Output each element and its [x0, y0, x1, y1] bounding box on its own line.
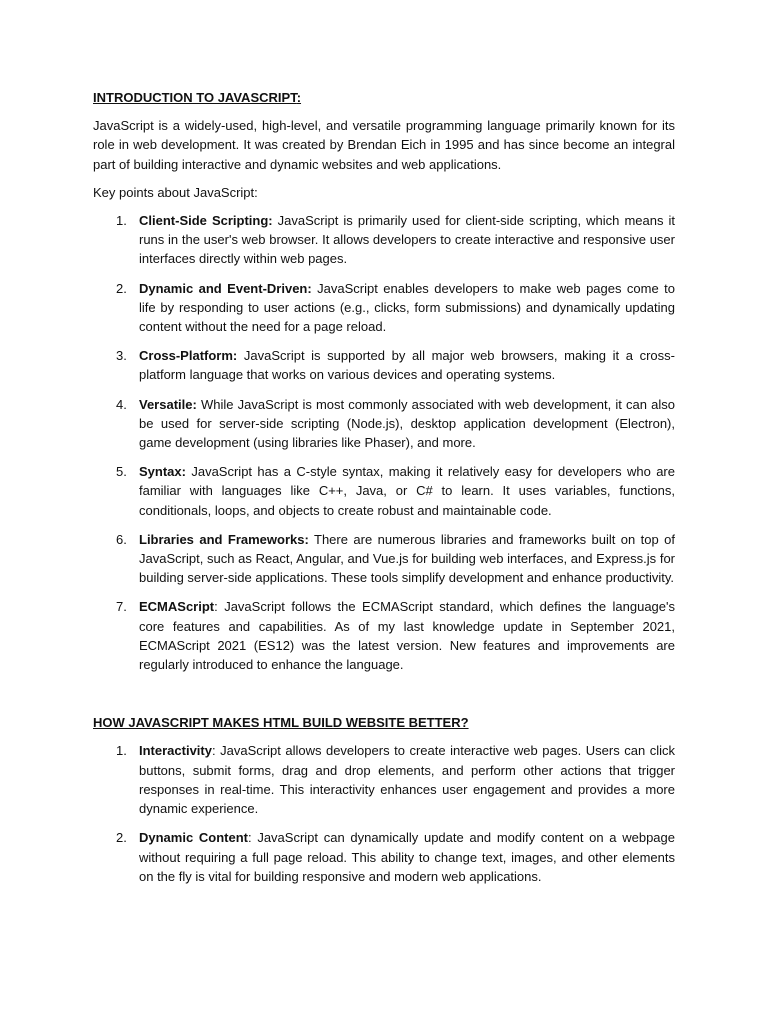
list-term: Dynamic and Event-Driven:: [139, 280, 312, 296]
list-number: 6.: [116, 531, 127, 547]
document-page: [93, 88, 675, 896]
key-points-list: [93, 211, 675, 674]
list-number: 3.: [116, 348, 127, 364]
list-number: 1.: [116, 743, 127, 759]
list-term-sep: :: [211, 743, 216, 759]
list-term: ECMAScript: [139, 599, 215, 615]
list-number: 4.: [116, 396, 127, 412]
list-text: JavaScript follows the ECMAScript standard, which defines the language's core features and capabilities. As of my last knowledge update in September 2021, ECMAScript 2021 (ES12) was the latest version. New features and improvements are regularly introduced to enhance the language.: [139, 599, 675, 673]
list-term: Dynamic Content: [139, 830, 248, 846]
list-item: [93, 530, 675, 588]
list-text: JavaScript is primarily used for client-side scripting, which means it runs in the user's web browser. It allows developers to create interactive and responsive user interfaces directly within web pages.: [139, 213, 676, 267]
list-term: Libraries and Frameworks:: [139, 531, 309, 547]
list-term: Cross-Platform:: [139, 348, 238, 364]
list-term: Versatile:: [139, 396, 197, 412]
list-item: [93, 741, 675, 818]
heading-colon: :: [296, 90, 302, 105]
list-text: JavaScript has a C-style syntax, making it relatively easy for developers who are familiar with languages like C++, Java, or C# to learn. It uses variables, functions, conditionals, loops, and objects to create robust and maintainable code.: [139, 464, 675, 518]
intro-paragraph: JavaScript is a widely-used, high-level, and versatile programming language primarily known for its role in web development. It was created by Brendan Eich in 1995 and has since become an integral part of building interactive and dynamic websites and web applications.: [93, 118, 675, 172]
list-number: 2.: [116, 830, 127, 846]
section-heading-introduction: [93, 88, 675, 107]
list-term: Syntax:: [139, 464, 186, 480]
list-text: JavaScript can dynamically update and modify content on a webpage without requiring a full page reload. This ability to change text, images, and other elements on the fly is vital for building responsive and modern web applications.: [139, 830, 676, 884]
list-item: [93, 346, 675, 384]
section-heading-how-javascript: HOW JAVASCRIPT MAKES HTML BUILD WEBSITE BETTER?: [93, 715, 469, 731]
list-item: [93, 279, 675, 337]
list-text: There are numerous libraries and frameworks built on top of JavaScript, such as React, Angular, and Vue.js for building web interfaces, and Express.js for building server-side applications. These tools simplify development and enhance productivity.: [139, 531, 676, 586]
list-number: 2.: [116, 280, 127, 296]
list-term: Client-Side Scripting:: [139, 213, 273, 229]
benefits-list: [93, 741, 675, 885]
list-item: [93, 211, 675, 269]
list-item: [93, 462, 675, 520]
key-points-label: Key points about JavaScript:: [93, 184, 258, 200]
list-text: JavaScript allows developers to create interactive web pages. Users can click buttons, submit forms, drag and drop elements, and perform other actions that trigger responses in real-time. This interactivity enhances user engagement and provides a more dynamic experience.: [139, 743, 675, 817]
list-number: 5.: [116, 464, 127, 480]
section-spacer: [93, 684, 675, 713]
list-term-sep: :: [248, 830, 252, 846]
list-text: JavaScript is supported by all major web browsers, making it a cross-platform language that works on various devices and operating systems.: [139, 348, 675, 383]
list-text: JavaScript enables developers to make web pages come to life by responding to user actions (e.g., clicks, form submissions) and dynamically updating content without the need for a page reload.: [139, 280, 675, 335]
list-number: 1.: [116, 213, 127, 229]
list-term: Interactivity: [139, 743, 212, 759]
heading-text: INTRODUCTION TO JAVASCRIPT: [93, 90, 297, 105]
list-item: [93, 828, 675, 886]
list-item: [93, 597, 675, 674]
list-item: [93, 395, 675, 453]
list-number: 7.: [116, 599, 127, 615]
list-text: While JavaScript is most commonly associated with web development, it can also be used for server-side scripting (Node.js), desktop application development (Electron), game development (using libraries like Phaser), and more.: [139, 396, 675, 451]
list-term-sep: :: [214, 599, 218, 615]
